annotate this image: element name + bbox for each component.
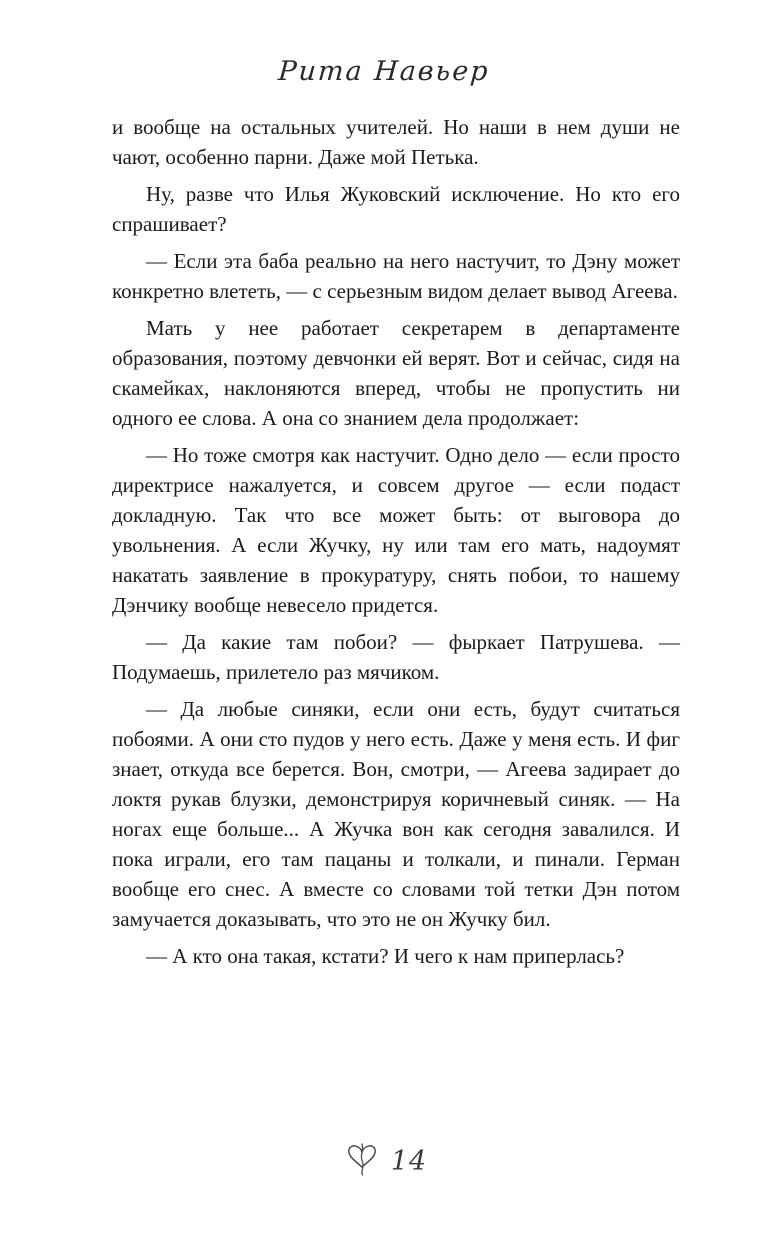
page-number: 14 (390, 1146, 428, 1177)
heart-flourish-icon (341, 1141, 383, 1182)
paragraph: — Да какие там побои? — фыркает Патрушева. — Подумаешь, прилетело раз мячиком. (112, 630, 680, 684)
paragraph: — А кто она такая, кстати? И чего к нам приперлась? (146, 944, 625, 968)
paragraph: — Если эта баба реально на него настучит, то Дэну может конкретно влететь, — с серьезным видом делает вывод Агеева. (112, 249, 680, 303)
page-body (112, 112, 680, 978)
paragraph: Ну, разве что Илья Жуковский исключение. Но кто его спрашивает? (112, 182, 680, 236)
paragraph: — Да любые синяки, если они есть, будут считаться побоями. А они сто пудов у него есть. Даже у меня есть. И фиг знает, откуда все берется. Вон, смотри, — Агеева задирает до локтя рукав блузки, демонстрируя коричневый синяк. — На ногах еще больше... А Жучка вон как сегодня завалился. И пока играли, его там пацаны и толкали, и пинали. Герман вообще его снес. А вместе со словами той тетки Дэн потом замучается доказывать, что это не он Жучку бил. (112, 697, 680, 931)
paragraph: Мать у нее работает секретарем в департаменте образования, поэтому девчонки ей верят. Вот и сейчас, сидя на скамейках, наклоняются вперед, чтобы не пропустить ни одного ее слова. А она со знанием дела продолжает: (112, 316, 680, 430)
paragraph: — Но тоже смотря как настучит. Одно дело — если просто директрисе нажалуется, и совсем другое — если подаст докладную. Так что все может быть: от выговора до увольнения. А если Жучку, ну или там его мать, надоумят накатать заявление в прокуратуру, снять побои, то нашему Дэнчику вообще невесело придется. (112, 443, 680, 617)
paragraph: и вообще на остальных учителей. Но наши в нем души не чают, особенно парни. Даже мой Петька. (112, 115, 680, 169)
page-footer (0, 1141, 768, 1182)
author-header: Рита Навьер (277, 56, 491, 87)
